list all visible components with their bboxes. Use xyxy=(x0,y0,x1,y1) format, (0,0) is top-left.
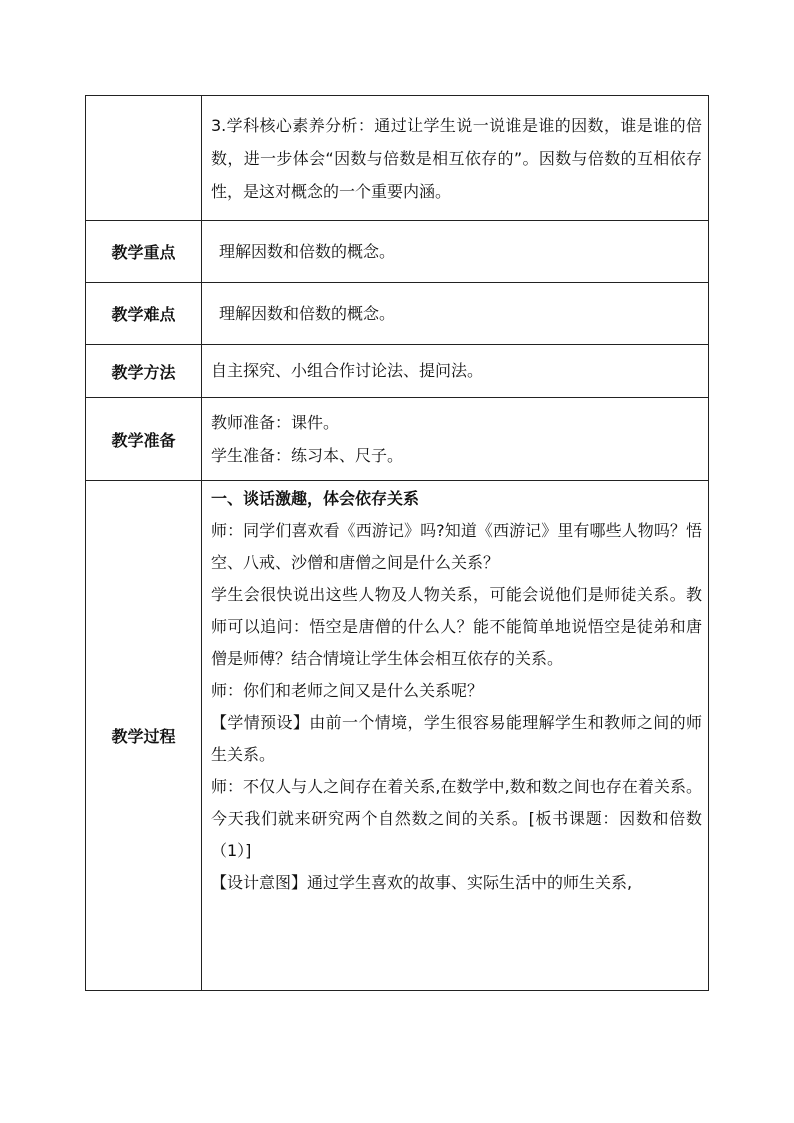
row-label xyxy=(86,96,202,221)
key-points-label: 教学重点 xyxy=(86,221,202,283)
process-paragraph: 师：不仅人与人之间存在着关系,在数学中,数和数之间也存在着关系。今天我们就来研究两个自然数之间的关系。[板书课题：因数和倍数（1）] xyxy=(211,777,702,860)
process-cell xyxy=(202,481,709,991)
table-row-preparation xyxy=(86,398,709,481)
methods-cell xyxy=(202,345,709,398)
difficult-points-label: 教学难点 xyxy=(86,283,202,345)
key-points-text: 理解因数和倍数的概念。 xyxy=(219,241,396,261)
process-paragraph: 师：同学们喜欢看《西游记》吗?知道《西游记》里有哪些人物吗？悟空、八戒、沙僧和唐僧之间是什么关系？ xyxy=(211,521,702,572)
teacher-preparation-text: 教师准备：课件。 xyxy=(211,413,340,432)
process-paragraph: 【学情预设】由前一个情境，学生很容易能理解学生和教师之间的师生关系。 xyxy=(211,713,702,764)
table-row-methods xyxy=(86,345,709,398)
preparation-cell xyxy=(202,398,709,481)
process-paragraph: 学生会很快说出这些人物及人物关系，可能会说他们是师徒关系。教师可以追问：悟空是唐僧的什么人？能不能简单地说悟空是徒弟和唐僧是师傅？结合情境让学生体会相互依存的关系。 xyxy=(211,585,702,668)
core-literacy-cell xyxy=(202,96,709,221)
methods-label: 教学方法 xyxy=(86,345,202,398)
difficult-points-text: 理解因数和倍数的概念。 xyxy=(219,303,396,323)
student-preparation-text: 学生准备：练习本、尺子。 xyxy=(211,446,404,465)
process-paragraph: 师：你们和老师之间又是什么关系呢？ xyxy=(211,681,484,700)
difficult-points-cell xyxy=(202,283,709,345)
process-section-heading: 一、谈话激趣，体会依存关系 xyxy=(211,489,420,508)
table-row-process xyxy=(86,481,709,991)
table-row-core-literacy xyxy=(86,96,709,221)
table-row-key-points xyxy=(86,221,709,283)
key-points-cell xyxy=(202,221,709,283)
methods-text: 自主探究、小组合作讨论法、提问法。 xyxy=(211,361,484,380)
preparation-label: 教学准备 xyxy=(86,398,202,481)
core-literacy-text: 3.学科核心素养分析：通过让学生说一说谁是谁的因数，谁是谁的倍数，进一步体会“因数与倍数是相互依存的”。因数与倍数的互相依存性，是这对概念的一个重要内涵。 xyxy=(211,115,702,201)
lesson-plan-table xyxy=(85,95,709,991)
table-row-difficult-points xyxy=(86,283,709,345)
process-label: 教学过程 xyxy=(86,481,202,991)
process-paragraph: 【设计意图】通过学生喜欢的故事、实际生活中的师生关系, xyxy=(211,873,633,892)
